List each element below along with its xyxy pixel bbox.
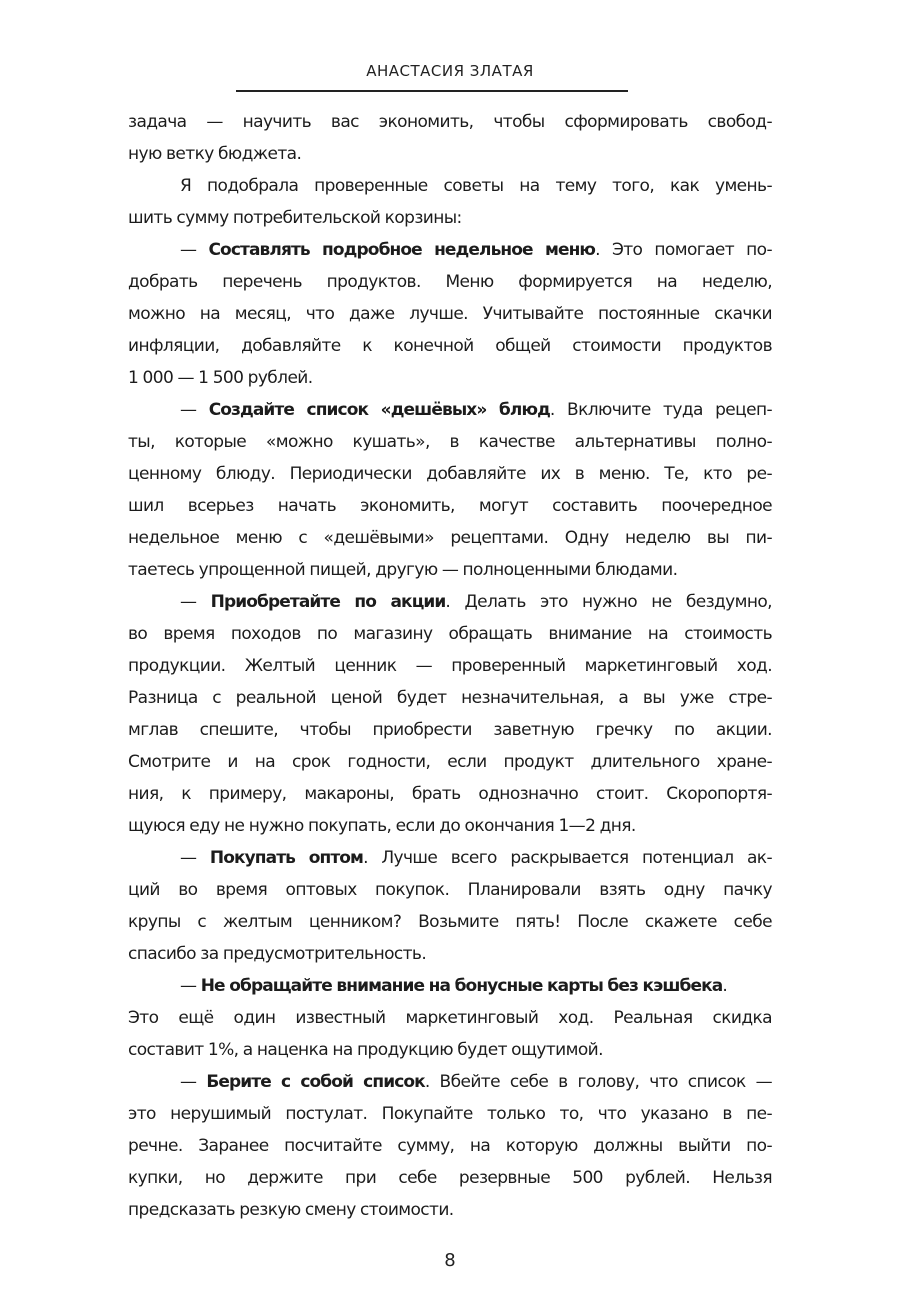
tip-title: Берите с собой список xyxy=(206,1072,425,1092)
text-line: Смотрите и на срок годности, если продукт длительного хране- xyxy=(128,752,772,772)
text-line: спасибо за предусмотрительность. xyxy=(128,944,427,964)
running-head: АНАСТАСИЯ ЗЛАТАЯ xyxy=(366,62,534,80)
text-line: Разница с реальной ценой будет незначительная, а вы уже стре- xyxy=(128,688,772,708)
dash: — xyxy=(180,976,201,996)
tip-text: . Лучше всего раскрывается потенциал ак- xyxy=(363,848,772,868)
tip-text: . Это помогает по- xyxy=(595,240,772,260)
text-line: ния, к примеру, макароны, брать однозначно стоит. Скоропортя- xyxy=(128,784,772,804)
text-line: мглав спешите, чтобы приобрести заветную гречку по акции. xyxy=(128,720,772,740)
tip-title: Создайте список «дешёвых» блюд xyxy=(208,400,550,420)
dash: — xyxy=(180,240,209,260)
tip-title: Не обращайте внимание на бонусные карты без кэшбека xyxy=(200,976,723,996)
tip-text: . Вбейте себе в голову, что список — xyxy=(424,1072,772,1092)
text-line: предсказать резкую смену стоимости. xyxy=(128,1200,454,1220)
tip-title: Покупать оптом xyxy=(209,848,364,868)
dash: — xyxy=(180,400,209,420)
dash: — xyxy=(180,848,210,868)
tip-first-line xyxy=(128,234,772,266)
tip-text: . Делать это нужно не бездумно, xyxy=(445,592,772,612)
paragraph-continuation xyxy=(128,106,772,170)
text-line: крупы с желтым ценником? Возьмите пять! После скажете себе xyxy=(128,912,772,932)
tip-first-line xyxy=(128,970,772,1002)
text-line: таетесь упрощенной пищей, другую — полноценными блюдами. xyxy=(128,560,678,580)
text-line: инфляции, добавляйте к конечной общей стоимости продуктов xyxy=(128,336,772,356)
tip-first-line xyxy=(128,394,772,426)
text-line: задача — научить вас экономить, чтобы сформировать свобод- xyxy=(128,112,772,132)
text-line: шил всерьез начать экономить, могут составить поочередное xyxy=(128,496,772,516)
tip-weekly-menu xyxy=(128,234,772,394)
tip-first-line xyxy=(128,1066,772,1098)
text-line: шить сумму потребительской корзины: xyxy=(128,208,462,228)
text-line: добрать перечень продуктов. Меню формируется на неделю, xyxy=(128,272,772,292)
text-line: недельное меню с «дешёвыми» рецептами. Одну неделю вы пи- xyxy=(128,528,772,548)
tip-shopping-list xyxy=(128,1066,772,1226)
text-line: можно на месяц, что даже лучше. Учитывайте постоянные скачки xyxy=(128,304,772,324)
body-text xyxy=(128,106,772,1226)
paragraph-intro xyxy=(128,170,772,234)
tip-title: Составлять подробное недельное меню xyxy=(208,240,596,260)
text-line: Я подобрала проверенные советы на тему того, как умень- xyxy=(180,176,772,196)
tip-first-line xyxy=(128,842,772,874)
tip-title: Приобретайте по акции xyxy=(210,592,446,612)
text-line: ций во время оптовых покупок. Планировали взять одну пачку xyxy=(128,880,772,900)
text-line: купки, но держите при себе резервные 500 рублей. Нельзя xyxy=(128,1168,772,1188)
page-number: 8 xyxy=(444,1250,456,1271)
text-line: составит 1%, а наценка на продукцию будет ощутимой. xyxy=(128,1040,603,1060)
tip-first-line xyxy=(128,586,772,618)
text-line: 1 000 — 1 500 рублей. xyxy=(128,368,313,388)
tip-text: . xyxy=(722,976,728,996)
header-rule xyxy=(236,90,628,92)
text-line: Это ещё один известный маркетинговый ход. Реальная скидка xyxy=(128,1008,772,1028)
text-line: ную ветку бюджета. xyxy=(128,144,302,164)
text-line: ценному блюду. Периодически добавляйте их в меню. Те, кто ре- xyxy=(128,464,772,484)
dash: — xyxy=(180,592,211,612)
tip-cheap-dishes xyxy=(128,394,772,586)
text-line: это нерушимый постулат. Покупайте только то, что указано в пе- xyxy=(128,1104,772,1124)
text-line: ты, которые «можно кушать», в качестве альтернативы полно- xyxy=(128,432,772,452)
tip-text: . Включите туда рецеп- xyxy=(549,400,772,420)
tip-buy-on-sale xyxy=(128,586,772,842)
tip-bonus-cards xyxy=(128,970,772,1066)
text-line: речне. Заранее посчитайте сумму, на которую должны выйти по- xyxy=(128,1136,772,1156)
tip-buy-wholesale xyxy=(128,842,772,970)
text-line: продукции. Желтый ценник — проверенный маркетинговый ход. xyxy=(128,656,772,676)
dash: — xyxy=(180,1072,207,1092)
text-line: во время походов по магазину обращать внимание на стоимость xyxy=(128,624,772,644)
text-line: щуюся еду не нужно покупать, если до окончания 1—2 дня. xyxy=(128,816,636,836)
